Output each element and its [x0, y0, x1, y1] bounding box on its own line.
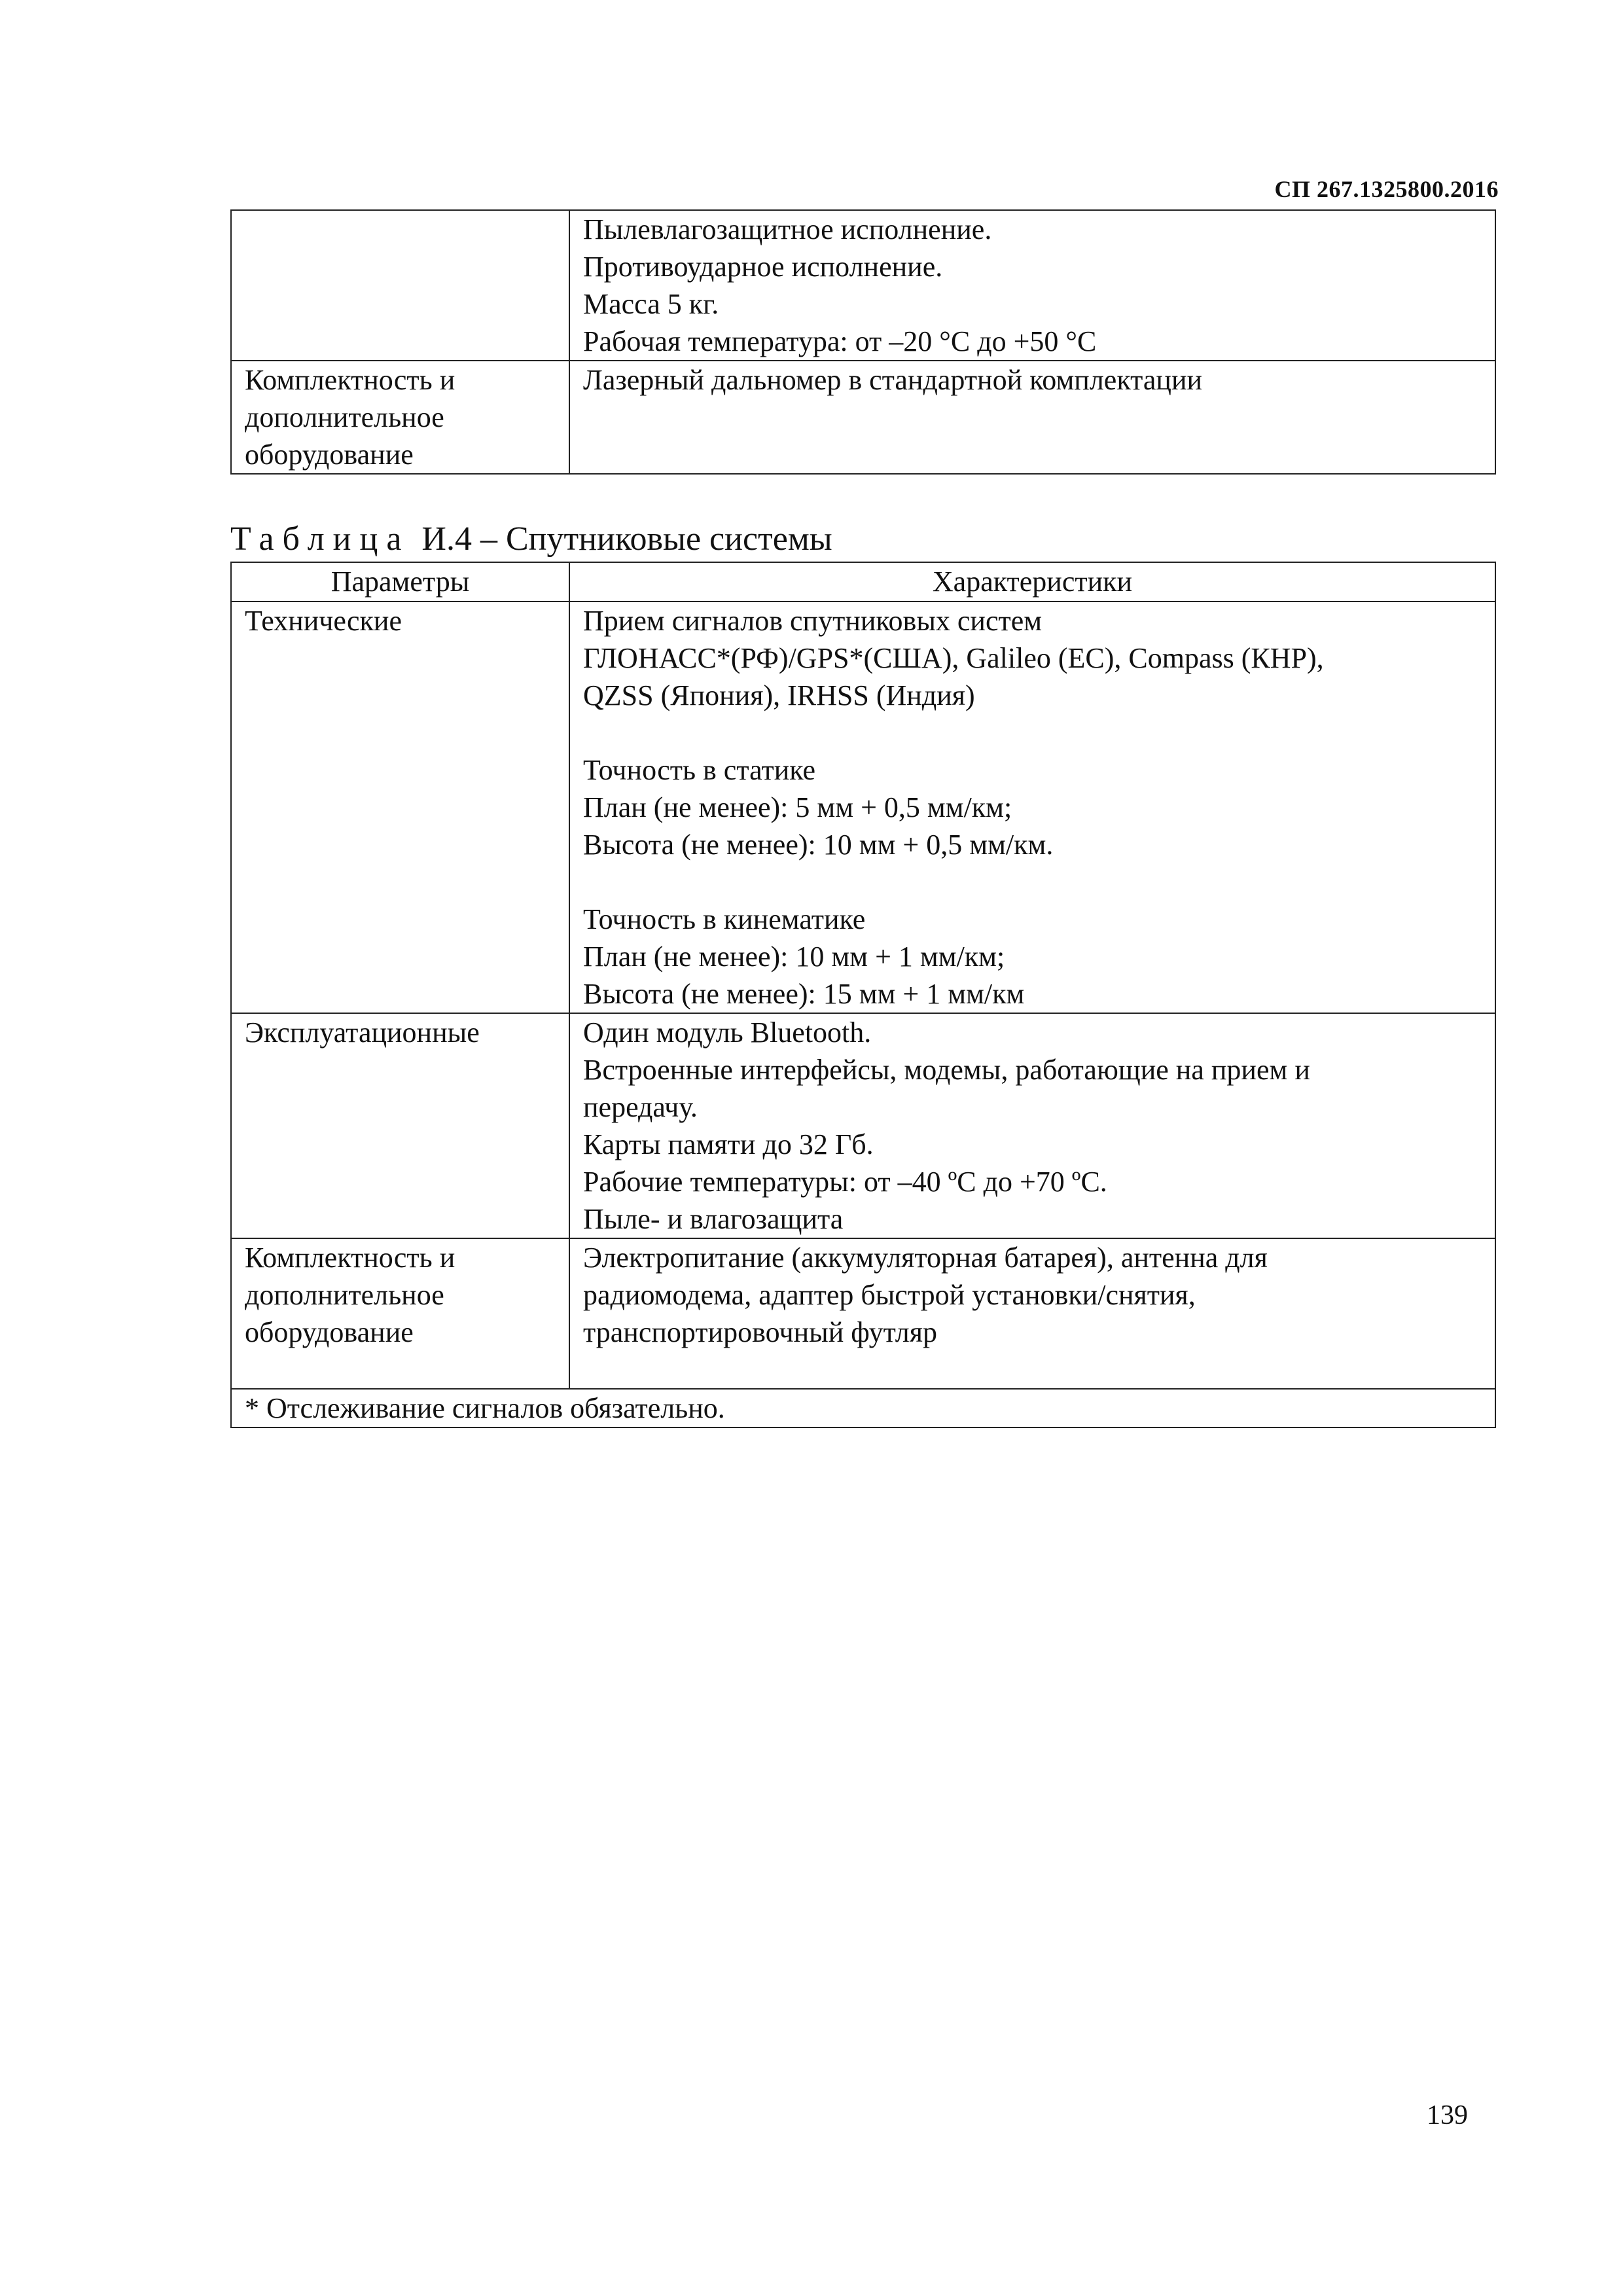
cell-line: Встроенные интерфейсы, модемы, работающие на прием и: [583, 1054, 1310, 1086]
cell-line: Карты памяти до 32 Гб.: [583, 1128, 874, 1160]
table-header-row: [231, 562, 1495, 601]
param-line: дополнительное: [245, 401, 444, 433]
param-cell: [231, 210, 569, 361]
table-row: [231, 1013, 1495, 1238]
footnote: * Отслеживание сигналов обязательно.: [231, 1389, 1495, 1427]
footnote-row: [231, 1389, 1495, 1427]
cell-line: Рабочая температура: от –20 °С до +50 °С: [583, 325, 1097, 357]
cell-line: Противоударное исполнение.: [583, 251, 943, 283]
cell-line: Точность в кинематике: [583, 903, 866, 935]
cell-line: Точность в статике: [583, 754, 816, 786]
cell-line: передачу.: [583, 1091, 698, 1123]
cell-line: транспортировочный футляр: [583, 1316, 937, 1348]
cell-line: Лазерный дальномер в стандартной комплектации: [583, 364, 1203, 396]
satellite-systems-table: [230, 562, 1496, 1428]
table-row: [231, 210, 1495, 361]
characteristics-cell: [569, 601, 1495, 1013]
table-title: [230, 518, 832, 560]
table-row: [231, 601, 1495, 1013]
cell-line: QZSS (Япония), IRHSS (Индия): [583, 679, 975, 711]
cell-line: Высота (не менее): 15 мм + 1 мм/км: [583, 978, 1025, 1010]
table-row: [231, 1238, 1495, 1389]
param-cell: [231, 601, 569, 1013]
cell-line: ГЛОНАСС*(РФ)/GPS*(США), Galileo (ЕС), Compass (КНР),: [583, 642, 1324, 674]
cell-line: Пыле- и влагозащита: [583, 1203, 844, 1235]
cell-line: радиомодема, адаптер быстрой установки/снятия,: [583, 1279, 1196, 1311]
cell-line: Пылевлагозащитное исполнение.: [583, 213, 992, 245]
param-line: оборудование: [245, 1316, 414, 1348]
param-cell: [231, 1013, 569, 1238]
table-row: [231, 361, 1495, 474]
continued-table: [230, 209, 1496, 475]
characteristics-cell: [569, 1013, 1495, 1238]
table-caption: И.4 – Спутниковые системы: [421, 520, 832, 558]
characteristics-cell: [569, 361, 1495, 474]
param-line: Комплектность и: [245, 364, 455, 396]
param-cell: [231, 1238, 569, 1389]
param-line: Технические: [245, 605, 402, 637]
table-label: Таблица: [230, 520, 410, 558]
param-line: Эксплуатационные: [245, 1016, 480, 1049]
param-line: Комплектность и: [245, 1242, 455, 1274]
param-cell: [231, 361, 569, 474]
cell-line: Масса 5 кг.: [583, 288, 719, 320]
cell-line: Один модуль Bluetooth.: [583, 1016, 872, 1049]
page-number: 139: [1427, 2100, 1468, 2130]
characteristics-cell: [569, 1238, 1495, 1389]
blank-line: [583, 714, 1482, 751]
cell-line: Прием сигналов спутниковых систем: [583, 605, 1043, 637]
document-code: СП 267.1325800.2016: [1274, 176, 1499, 202]
column-header-params: Параметры: [231, 562, 569, 601]
characteristics-cell: [569, 210, 1495, 361]
cell-line: Высота (не менее): 10 мм + 0,5 мм/км.: [583, 829, 1054, 861]
blank-line: [583, 863, 1482, 901]
param-line: дополнительное: [245, 1279, 444, 1311]
cell-line: Электропитание (аккумуляторная батарея), антенна для: [583, 1242, 1268, 1274]
param-line: оборудование: [245, 439, 414, 471]
cell-line: План (не менее): 5 мм + 0,5 мм/км;: [583, 791, 1012, 823]
cell-line: План (не менее): 10 мм + 1 мм/км;: [583, 941, 1005, 973]
cell-line: Рабочие температуры: от –40 ºС до +70 ºС.: [583, 1166, 1107, 1198]
column-header-characteristics: Характеристики: [569, 562, 1495, 601]
